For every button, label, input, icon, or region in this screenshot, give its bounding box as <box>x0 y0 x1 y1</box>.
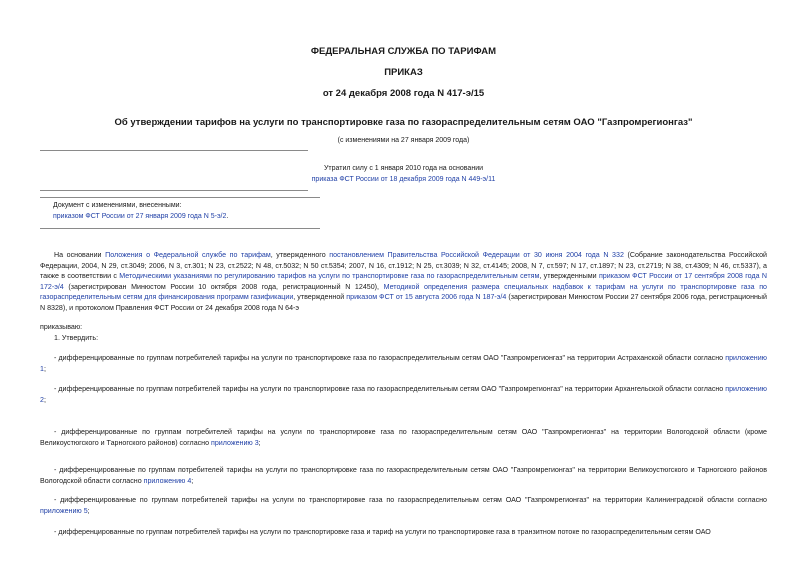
bullet-item <box>40 384 767 405</box>
appendix-link-1[interactable]: приложению 1 <box>40 354 767 373</box>
bullet-after: ; <box>191 476 194 485</box>
doc-date-number: от 24 декабря 2008 года N 417-э/15 <box>322 88 485 99</box>
appendix-link-5[interactable]: приложению 5 <box>40 506 88 515</box>
bullet-text: - дифференцированные по группам потребителей тарифы на услуги по транспортировке газа по газораспределительным сетям ОАО "Газпромрегионгаз" на территории Архангельской области согласно <box>54 385 726 393</box>
basis-text: , утвержденными <box>539 272 599 281</box>
amendment-note: (с изменениями на 27 января 2009 года) <box>337 137 470 144</box>
lost-force-link[interactable]: приказа ФСТ России от 18 декабря 2009 года N 449-э/11 <box>311 176 496 183</box>
doc-title: Об утверждении тарифов на услуги по транспортировке газа по газораспределительным сетям ОАО "Газпромрегионгаз" <box>114 117 693 128</box>
bullet-after: ; <box>43 395 46 404</box>
basis-text: (зарегистрирован Минюстом России 10 октября 2008 года, регистрационный N 12450), <box>63 282 384 291</box>
bullet-item <box>40 427 767 448</box>
lost-force-notice <box>300 163 507 185</box>
appendix-link-4[interactable]: приложению 4 <box>143 476 192 485</box>
separator-line <box>40 190 308 191</box>
basis-link-regulation[interactable]: Положения о Федеральной службе по тарифам <box>105 251 271 259</box>
basis-paragraph <box>40 250 767 314</box>
separator-line <box>40 197 320 198</box>
basis-text: , утвержденной <box>293 293 347 302</box>
orders-word: приказываю: <box>40 323 83 331</box>
basis-link-decree[interactable]: постановлением Правительства Российской Федерации от 30 июня 2004 года N 332 <box>329 251 624 259</box>
agency-name: ФЕДЕРАЛЬНАЯ СЛУЖБА ПО ТАРИФАМ <box>310 46 497 57</box>
bullet-item <box>40 527 767 538</box>
bullet-text: - дифференцированные по группам потребителей тарифы на услуги по транспортировке газа по газораспределительным сетям ОАО "Газпромрегионгаз" на территории Великоустюгского и Тарногского районов Вологодской области согласно <box>40 466 767 485</box>
bullet-after: ; <box>43 364 46 373</box>
bullet-text: - дифференцированные по группам потребителей тарифы на услуги по транспортировке газа по газораспределительным сетям ОАО "Газпромрегионгаз" на территории Вологодской области (кроме Великоустюгского и Тарногского районов) согласно <box>40 428 767 447</box>
bullet-after: ; <box>258 438 261 447</box>
changes-box <box>53 200 313 222</box>
bullet-item <box>40 495 767 516</box>
bullet-text: - дифференцированные по группам потребителей тарифы на услуги по транспортировке газа по газораспределительным сетям ОАО "Газпромрегионгаз" на территории Астраханской области согласно <box>54 354 726 362</box>
basis-link-methodology[interactable]: Методикой определения размера специальных надбавок к тарифам на услуги по транспортировке газа по газораспределительным сетям для финансирования программ газификации <box>40 282 767 302</box>
separator-line <box>40 150 308 151</box>
lost-force-text: Утратил силу с 1 января 2010 года на основании <box>323 165 484 172</box>
basis-text: (Собрание законодательства Российской Федерации, 2004, N 29, ст.3049; 2006, N 3, ст.301; N 23, ст.2522; N 48, ст.5032; N 50 ст.5354; 2007, N 16, ст.1912; N 25, ст.3039; N 32, ст.4145; 2008, N 7, ст.597; N 17, ст.1897; N 23, ст.2719; N 38, ст.4309; N 46, ст.5337), а также в соответствии с <box>40 251 768 281</box>
changes-after: . <box>226 213 229 220</box>
changes-label: Документ с изменениями, внесенными: <box>53 202 182 209</box>
basis-text: , утвержденного <box>270 251 330 259</box>
bullet-text: - дифференцированные по группам потребителей тарифы на услуги по транспортировке газа и тариф на услуги по транспортировке газа в транзитном потоке по газораспределительным сетям ОАО <box>54 528 711 536</box>
basis-link-guidelines[interactable]: Методическими указаниями по регулированию тарифов на услуги по транспортировке газа по газораспределительным сетям <box>119 272 540 281</box>
bullet-text: - дифференцированные по группам потребителей тарифы на услуги по транспортировке газа по газораспределительным сетям ОАО "Газпромрегионгаз" на территории Калининградской области согласно <box>54 496 767 504</box>
basis-link-order-187[interactable]: приказом ФСТ от 15 августа 2006 года N 187-э/4 <box>346 293 507 302</box>
basis-text: На основании <box>54 251 106 259</box>
basis-link-order-172[interactable]: приказом ФСТ России от 17 сентября 2008 года N 172-э/4 <box>40 272 767 291</box>
doc-type: ПРИКАЗ <box>384 67 423 78</box>
bullet-item <box>40 465 767 486</box>
appendix-link-3[interactable]: приложению 3 <box>211 438 259 447</box>
separator-line <box>40 228 320 229</box>
bullet-item <box>40 353 767 374</box>
appendix-link-2[interactable]: приложению 2 <box>40 385 767 404</box>
item-1: 1. Утвердить: <box>54 334 99 342</box>
basis-text: (зарегистрирован Минюстом России 27 сентября 2006 года, регистрационный N 8328), и протоколом Правления ФСТ России от 24 декабря 2008 года N 64-э <box>40 293 767 312</box>
changes-link[interactable]: приказом ФСТ России от 27 января 2009 года N 5-э/2 <box>53 213 227 220</box>
bullet-after: ; <box>87 506 90 515</box>
changes-line <box>53 211 313 222</box>
